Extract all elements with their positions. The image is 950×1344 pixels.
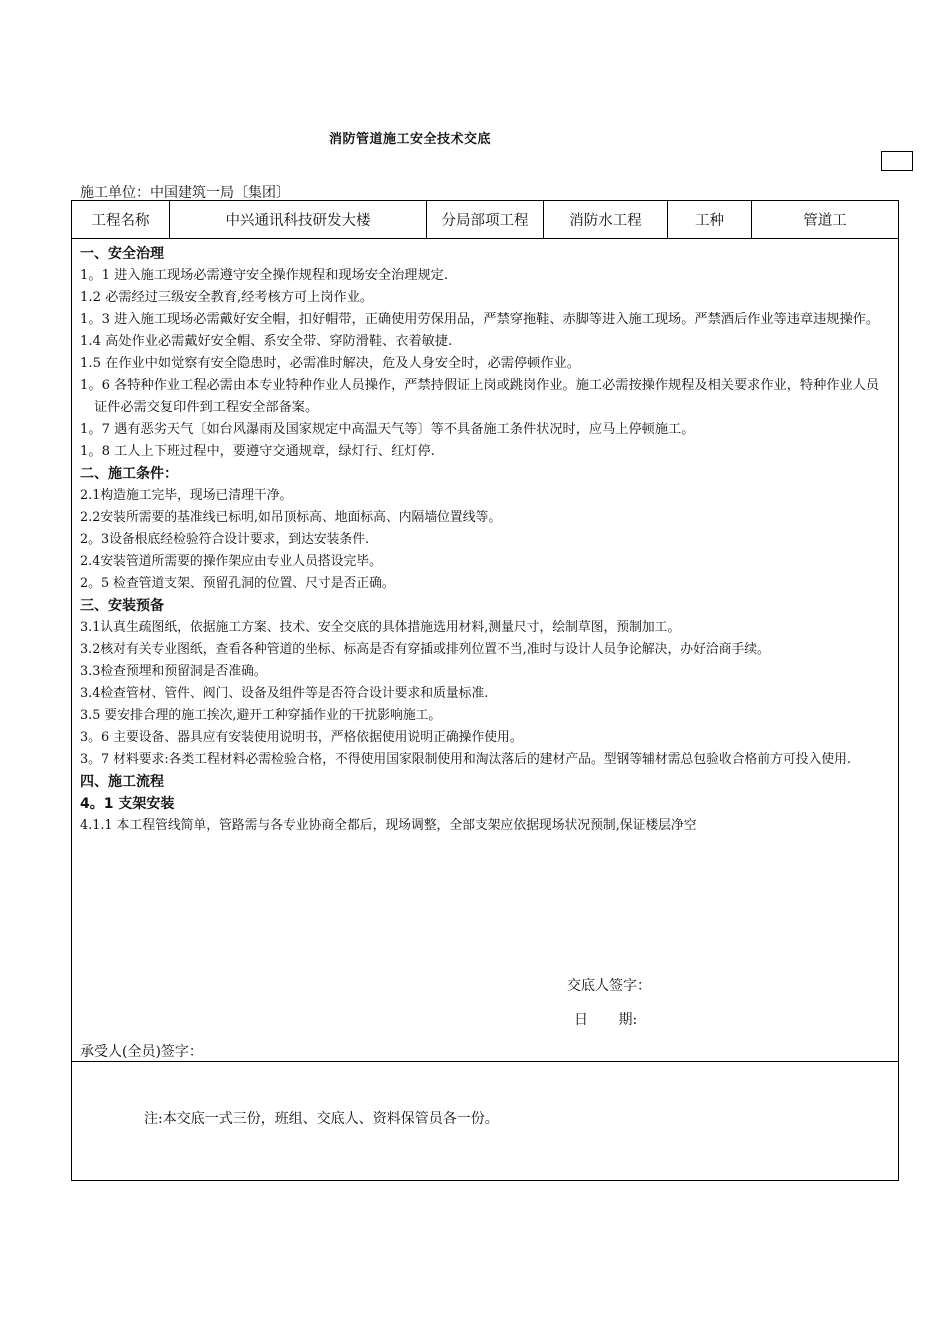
list-item: 3.5 要安排合理的施工挨次,避开工种穿插作业的干扰影响施工。 — [80, 708, 442, 723]
section-heading: 三、安装预备 — [80, 598, 164, 614]
project-value: 中兴通讯科技研发大楼 — [170, 201, 427, 238]
note-area — [72, 1062, 898, 1180]
list-item: 1。7 遇有恶劣天气〔如台风瀑雨及国家规定中高温天气等〕等不具备施工条件状况时，应马上停顿施工。 — [80, 422, 695, 437]
discloser-signature-label: 交底人签字： — [567, 978, 651, 994]
subitem-value: 消防水工程 — [544, 201, 668, 238]
list-item: 2.2安装所需要的基准线已标明,如吊顶标高、地面标高、内隔墙位置线等。 — [80, 510, 502, 525]
list-item: 1。8 工人上下班过程中，要遵守交通规章，绿灯行、红灯停. — [80, 444, 435, 459]
note-text: 注:本交底一式三份，班组、交底人、资料保管员各一份。 — [144, 1111, 499, 1127]
section-heading: 二、施工条件： — [80, 466, 178, 482]
list-item: 3。7 材料要求:各类工程材料必需检验合格，不得使用国家限制使用和淘汰落后的建材产品。型钢等辅材需总包验收合格前方可投入使用. — [80, 752, 851, 767]
list-item: 1.2 必需经过三级安全教育,经考核方可上岗作业。 — [80, 290, 374, 305]
page-number-box — [881, 151, 913, 171]
project-label: 工程名称 — [72, 201, 170, 238]
list-item: 1。1 进入施工现场必需遵守安全操作规程和现场安全治理规定. — [80, 268, 449, 283]
list-item: 1。6 各特种作业工程必需由本专业特种作业人员操作，严禁持假证上岗或跳岗作业。施工必需按操作规程及相关要求作业，特种作业人员证件必需交复印件到工程安全部备案。 — [80, 378, 880, 415]
section-heading: 四、施工流程 — [80, 774, 164, 790]
header-row — [72, 201, 898, 239]
list-item: 3.2核对有关专业图纸，查看各种管道的坐标、标高是否有穿插或排列位置不当,准时与设计人员争论解决，办好洽商手续。 — [80, 642, 770, 657]
list-item: 1。3 进入施工现场必需戴好安全帽，扣好帽带，正确使用劳保用品，严禁穿拖鞋、赤脚等进入施工现场。严禁酒后作业等违章违规操作。 — [80, 312, 880, 327]
disclosure-table — [71, 200, 899, 1181]
list-item: 3.3检查预埋和预留洞是否准确。 — [80, 664, 267, 679]
trade-label: 工种 — [668, 201, 752, 238]
section-heading: 一、安全治理 — [80, 246, 164, 262]
disclosure-content — [72, 239, 898, 1062]
list-item: 4.1.1 本工程管线简单，管路需与各专业协商全都后，现场调整，全部支架应依据现场状况预制,保证楼层净空 — [80, 818, 697, 833]
list-item: 1.4 高处作业必需戴好安全帽、系安全带、穿防滑鞋、衣着敏捷. — [80, 334, 453, 349]
trade-value: 管道工 — [803, 213, 847, 229]
list-item: 3。6 主要设备、器具应有安装使用说明书，严格依据使用说明正确操作使用。 — [80, 730, 523, 745]
list-item: 3.4检查管材、管件、阀门、设备及组件等是否符合设计要求和质量标准. — [80, 686, 489, 701]
list-item: 2。3设备根底经检验符合设计要求，到达安装条件. — [80, 532, 370, 547]
list-item: 2。5 检查管道支架、预留孔洞的位置、尺寸是否正确。 — [80, 576, 395, 591]
subitem-label: 分局部项工程 — [427, 201, 544, 238]
construction-unit-line: 施工单位：中国建筑一局〔集团〕 — [80, 185, 290, 201]
list-item: 3.1认真生疏图纸，依据施工方案、技术、安全交底的具体措施选用材料,测量尺寸，绘制草图，预制加工。 — [80, 620, 681, 635]
receiver-signature-label: 承受人(全员)签字： — [80, 1044, 203, 1060]
subsection-heading: 4。1 支架安装 — [80, 796, 175, 812]
document-title: 消防管道施工安全技术交底 — [328, 132, 491, 147]
date-label: 日 期: — [574, 1012, 638, 1028]
list-item: 1.5 在作业中如觉察有安全隐患时，必需准时解决，危及人身安全时，必需停顿作业。 — [80, 356, 580, 371]
list-item: 2.4安装管道所需要的操作架应由专业人员搭设完毕。 — [80, 554, 382, 569]
list-item: 2.1构造施工完毕，现场已清理干净。 — [80, 488, 293, 503]
